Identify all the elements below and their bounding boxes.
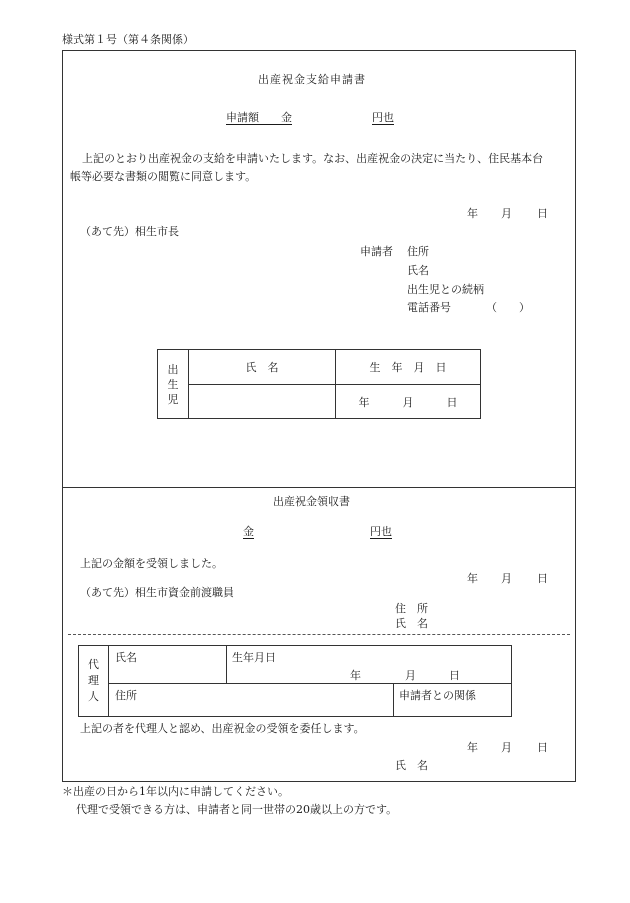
applicant-phone-parens: （ ）: [486, 301, 530, 314]
receipt-date-year: 年: [467, 572, 478, 585]
proxy-delegation-text: 上記の者を代理人と認め、出産祝金の受領を委任します。: [80, 722, 365, 735]
note-1: ＊出産の日から1年以内に申請してください。: [62, 785, 289, 798]
receipt-date-day: 日: [537, 572, 548, 585]
proxy-name-cell[interactable]: [109, 646, 227, 684]
application-body-line1: 上記のとおり出産祝金の支給を申請いたします。なお、出産祝金の決定に当たり、住民基本台: [82, 152, 544, 165]
receipt-addressee: （あて先）相生市資金前渡職員: [80, 586, 234, 599]
proxy-side-char: 人: [88, 690, 99, 703]
amount-kin: 金: [281, 111, 292, 124]
applicant-address-label: 住所: [407, 245, 429, 258]
child-side-char: 生: [167, 377, 179, 391]
child-year: 年: [358, 395, 370, 409]
form-number: 様式第１号（第４条関係）: [62, 33, 194, 46]
proxy-address-cell[interactable]: [109, 684, 394, 717]
proxy-year: 年: [350, 669, 361, 682]
application-addressee: （あて先）相生市長: [80, 225, 179, 238]
child-month: 月: [402, 395, 414, 409]
receipt-date-month: 月: [501, 572, 512, 585]
application-title: 出産祝金支給申請書: [258, 73, 366, 86]
cut-line: [68, 634, 570, 635]
proxy-side-char: 代: [88, 658, 99, 671]
receipt-amount-kin: 金: [243, 525, 254, 538]
applicant-relation-label: 出生児との続柄: [407, 283, 484, 296]
proxy-name-label2: 氏 名: [395, 759, 428, 772]
proxy-address-label: 住所: [115, 689, 137, 702]
proxy-day: 日: [449, 669, 460, 682]
receipt-body: 上記の金額を受領しました。: [80, 557, 223, 570]
amount-label: 申請額: [226, 111, 259, 124]
receipt-title: 出産祝金領収書: [273, 495, 350, 508]
child-name-cell[interactable]: [189, 385, 336, 419]
proxy-relation-cell[interactable]: [394, 684, 512, 717]
receipt-amount-suffix: 円也: [370, 525, 392, 538]
application-date-day: 日: [537, 207, 548, 220]
proxy-relation-label: 申請者との関係: [399, 689, 476, 702]
application-body-line2: 帳等必要な書類の閲覧に同意します。: [70, 170, 257, 183]
child-name-header: 氏 名: [189, 350, 336, 385]
child-table: [157, 349, 481, 419]
proxy-side-char: 理: [88, 674, 99, 687]
proxy-side-label: [79, 646, 109, 717]
proxy-name-label: 氏名: [115, 651, 137, 664]
child-side-char: 児: [167, 392, 179, 406]
proxy-date-month: 月: [501, 741, 512, 754]
child-side-char: 出: [167, 362, 179, 376]
proxy-date-day: 日: [537, 741, 548, 754]
proxy-month: 月: [405, 669, 416, 682]
applicant-label: 申請者: [360, 245, 393, 258]
proxy-date-year: 年: [467, 741, 478, 754]
application-date-month: 月: [501, 207, 512, 220]
receipt-name-label: 氏 名: [395, 617, 428, 630]
applicant-phone-label: 電話番号: [407, 301, 451, 314]
child-day: 日: [446, 395, 458, 409]
proxy-table: [78, 645, 512, 717]
note-2: 代理で受領できる方は、申請者と同一世帯の20歳以上の方です。: [76, 803, 398, 816]
application-amount-line: [226, 111, 394, 125]
receipt-address-label: 住 所: [395, 602, 428, 615]
proxy-birthdate-cell[interactable]: [227, 646, 512, 684]
child-side-label: [158, 350, 189, 419]
receipt-amount-line: [243, 525, 392, 539]
section-divider: [62, 487, 576, 488]
proxy-birthdate-label: 生年月日: [232, 651, 276, 664]
amount-suffix: 円也: [372, 111, 394, 124]
child-birthdate-cell[interactable]: [336, 385, 481, 419]
application-date-year: 年: [467, 207, 478, 220]
applicant-name-label: 氏名: [407, 264, 429, 277]
child-birthdate-header: 生 年 月 日: [336, 350, 481, 385]
